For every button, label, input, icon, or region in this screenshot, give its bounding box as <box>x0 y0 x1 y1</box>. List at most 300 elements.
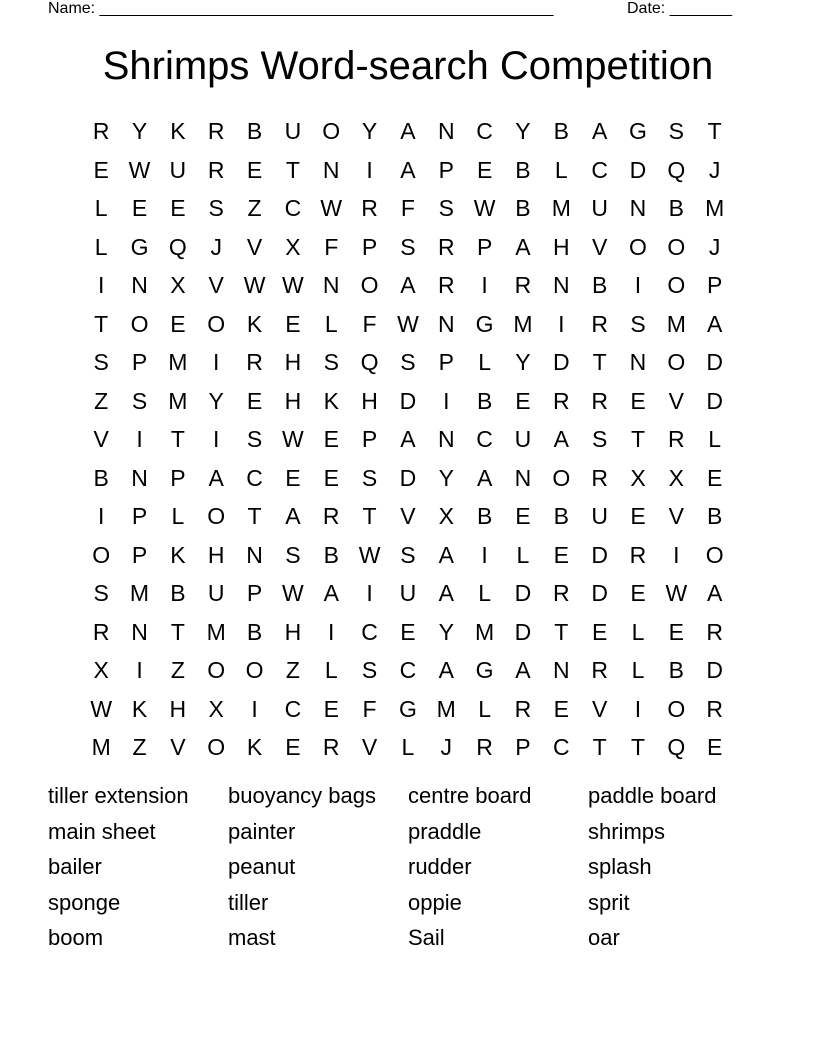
grid-letter: E <box>246 156 263 183</box>
grid-letter: M <box>206 618 226 645</box>
grid-letter: O <box>245 657 264 683</box>
grid-letter: R <box>552 387 570 414</box>
grid-letter: R <box>476 734 493 760</box>
grid-letter: Q <box>360 349 379 375</box>
grid-letter: S <box>323 349 339 375</box>
grid-letter: A <box>438 541 454 568</box>
grid-letter: R <box>207 156 225 183</box>
grid-letter: L <box>94 233 108 260</box>
word-list-item: sprit <box>588 889 630 915</box>
grid-letter: V <box>591 695 608 722</box>
grid-letter: D <box>706 349 723 375</box>
grid-letter: R <box>514 272 532 298</box>
grid-letter: D <box>591 541 608 568</box>
grid-letter: B <box>553 118 569 144</box>
grid-letter: M <box>168 349 188 375</box>
grid-letter: B <box>93 464 109 491</box>
grid-letter: E <box>668 618 684 645</box>
grid-letter: N <box>322 156 340 183</box>
grid-letter: L <box>478 695 491 722</box>
grid-letter: O <box>130 310 149 337</box>
grid-letter: Z <box>285 657 300 683</box>
grid-letter: R <box>361 195 378 221</box>
grid-letter: R <box>514 695 532 722</box>
grid-letter: W <box>397 310 419 337</box>
grid-letter: D <box>629 156 647 183</box>
word-list-item: centre board <box>408 783 532 808</box>
grid-letter: M <box>705 195 725 221</box>
word-list-item: rudder <box>408 854 472 879</box>
word-list-item: paddle board <box>588 783 717 808</box>
grid-letter: J <box>210 233 222 260</box>
grid-letter: B <box>668 195 684 221</box>
grid-letter: T <box>592 349 607 375</box>
grid-row <box>82 420 734 459</box>
grid-letter: E <box>93 156 109 183</box>
grid-letter: I <box>634 695 642 722</box>
grid-letter: K <box>246 310 263 337</box>
grid-letter: H <box>169 695 187 722</box>
grid-letter: Z <box>132 734 147 760</box>
grid-letter: C <box>552 734 570 760</box>
grid-letter: A <box>707 580 723 606</box>
grid-letter: Y <box>438 464 454 491</box>
grid-letter: E <box>131 195 148 221</box>
grid-letter: L <box>171 503 185 529</box>
grid-letter: R <box>591 310 608 337</box>
grid-letter: R <box>92 618 110 645</box>
grid-letter: W <box>128 156 151 183</box>
grid-letter: M <box>666 310 686 337</box>
word-list-item: splash <box>588 854 652 879</box>
word-list-item: boom <box>48 925 104 950</box>
grid-letter: V <box>668 387 684 414</box>
grid-letter: E <box>170 195 186 221</box>
grid-letter: D <box>514 580 532 606</box>
grid-letter: E <box>591 618 608 645</box>
grid-letter: T <box>362 503 377 529</box>
grid-letter: O <box>667 233 686 260</box>
grid-letter: W <box>320 195 343 221</box>
grid-letter: T <box>707 118 722 144</box>
grid-letter: B <box>668 657 684 683</box>
grid-letter: P <box>246 580 263 606</box>
grid-letter: N <box>437 426 455 452</box>
grid-letter: A <box>400 118 416 144</box>
grid-letter: E <box>400 618 416 645</box>
grid-letter: P <box>131 349 148 375</box>
grid-letter: X <box>170 272 186 298</box>
grid-letter: C <box>361 618 378 645</box>
grid-letter: A <box>323 580 339 606</box>
grid-letter: O <box>322 118 341 144</box>
grid-letter: L <box>478 349 491 375</box>
grid-letter: A <box>285 503 301 529</box>
grid-letter: N <box>131 464 148 491</box>
grid-letter: N <box>629 349 647 375</box>
grid-letter: C <box>476 426 493 452</box>
grid-row <box>82 343 734 382</box>
grid-letter: V <box>668 503 684 529</box>
grid-letter: W <box>282 426 304 452</box>
grid-letter: T <box>630 734 646 760</box>
grid-letter: U <box>169 156 187 183</box>
grid-letter: W <box>90 695 113 722</box>
grid-letter: N <box>131 618 148 645</box>
grid-letter: M <box>129 580 150 606</box>
grid-letter: A <box>208 464 224 491</box>
grid-letter: O <box>629 233 647 260</box>
grid-letter: A <box>438 580 454 606</box>
grid-letter: E <box>170 310 186 337</box>
grid-letter: O <box>705 541 724 568</box>
word-list-item: tiller extension <box>48 783 189 808</box>
grid-letter: O <box>207 657 226 683</box>
grid-letter: A <box>476 464 493 491</box>
grid-letter: J <box>708 156 721 183</box>
grid-letter: H <box>284 349 302 375</box>
grid-letter: E <box>285 734 301 760</box>
grid-letter: A <box>400 156 416 183</box>
grid-letter: E <box>476 156 493 183</box>
grid-letter: G <box>629 118 647 144</box>
grid-letter: N <box>437 310 455 337</box>
grid-letter: O <box>92 541 111 568</box>
grid-letter: L <box>708 426 722 452</box>
grid-letter: R <box>246 349 263 375</box>
grid-letter: R <box>207 118 225 144</box>
grid-letter: V <box>93 426 109 452</box>
grid-letter: G <box>475 657 494 683</box>
header-row <box>48 0 748 20</box>
grid-letter: C <box>284 195 302 221</box>
grid-letter: M <box>513 310 533 337</box>
grid-letter: T <box>247 503 262 529</box>
grid-letter: P <box>131 503 148 529</box>
grid-letter: E <box>285 464 301 491</box>
grid-letter: E <box>630 503 646 529</box>
grid-letter: B <box>476 503 493 529</box>
letter-grid <box>82 112 734 767</box>
grid-letter: R <box>591 387 608 414</box>
grid-letter: A <box>707 310 723 337</box>
grid-letter: D <box>552 349 570 375</box>
grid-letter: M <box>168 387 188 414</box>
grid-row <box>82 690 734 729</box>
grid-letter: L <box>631 618 645 645</box>
grid-row <box>82 189 734 228</box>
grid-letter: L <box>324 310 338 337</box>
grid-letter: I <box>481 272 488 298</box>
grid-letter: B <box>515 195 531 221</box>
grid-letter: E <box>707 734 723 760</box>
grid-letter: B <box>323 541 339 568</box>
grid-letter: O <box>207 734 226 760</box>
grid-letter: Y <box>515 118 531 144</box>
grid-row <box>82 728 734 767</box>
grid-letter: T <box>285 156 300 183</box>
grid-letter: D <box>706 387 723 414</box>
grid-letter: E <box>707 464 723 491</box>
grid-letter: Y <box>131 118 148 144</box>
grid-row <box>82 574 734 613</box>
grid-letter: H <box>552 233 570 260</box>
grid-letter: P <box>361 233 378 260</box>
grid-letter: I <box>213 426 220 452</box>
grid-row <box>82 536 734 575</box>
grid-letter: D <box>591 580 608 606</box>
grid-letter: M <box>91 734 111 760</box>
word-list-item: sponge <box>48 889 121 915</box>
page-title: Shrimps Word-search Competition <box>102 44 714 88</box>
grid-letter: O <box>667 349 686 375</box>
grid-letter: Q <box>667 156 686 183</box>
grid-letter: P <box>476 233 493 260</box>
grid-letter: X <box>285 233 301 260</box>
grid-letter: L <box>94 195 108 221</box>
grid-letter: L <box>324 657 338 683</box>
grid-letter: B <box>515 156 531 183</box>
grid-letter: A <box>515 657 531 683</box>
grid-letter: S <box>246 426 263 452</box>
grid-letter: Q <box>667 734 686 760</box>
grid-letter: Z <box>247 195 262 221</box>
grid-letter: B <box>246 118 263 144</box>
grid-letter: S <box>630 310 646 337</box>
grid-letter: H <box>284 387 302 414</box>
grid-letter: I <box>328 618 335 645</box>
grid-letter: O <box>667 272 686 298</box>
grid-letter: R <box>322 503 340 529</box>
grid-letter: A <box>400 426 416 452</box>
grid-letter: Y <box>515 349 531 375</box>
grid-letter: S <box>131 387 148 414</box>
grid-letter: I <box>558 310 565 337</box>
grid-letter: X <box>438 503 454 529</box>
grid-letter: K <box>131 695 148 722</box>
grid-letter: M <box>436 695 456 722</box>
grid-row <box>82 459 734 498</box>
grid-letter: S <box>400 541 416 568</box>
grid-letter: R <box>668 426 685 452</box>
grid-letter: R <box>437 233 455 260</box>
grid-letter: T <box>94 310 109 337</box>
grid-letter: I <box>136 426 143 452</box>
grid-letter: S <box>438 195 454 221</box>
grid-letter: E <box>553 695 569 722</box>
grid-letter: N <box>552 657 570 683</box>
grid-letter: T <box>630 426 646 452</box>
grid-letter: I <box>97 503 105 529</box>
grid-letter: W <box>473 195 496 221</box>
word-list-item: main sheet <box>48 818 156 844</box>
grid-letter: B <box>476 387 493 414</box>
grid-letter: U <box>591 195 608 221</box>
grid-letter: M <box>551 195 571 221</box>
grid-letter: I <box>634 272 642 298</box>
name-field-label: Name: ___________________________________________________ <box>48 0 554 17</box>
grid-letter: I <box>251 695 258 722</box>
grid-letter: I <box>97 272 105 298</box>
grid-letter: B <box>170 580 186 606</box>
grid-letter: Y <box>361 118 378 144</box>
grid-letter: K <box>323 387 339 414</box>
grid-letter: L <box>631 657 645 683</box>
grid-letter: H <box>284 618 302 645</box>
grid-letter: N <box>552 272 570 298</box>
grid-letter: C <box>246 464 263 491</box>
word-list-item: Sail <box>408 925 445 950</box>
grid-letter: B <box>707 503 723 529</box>
grid-letter: C <box>284 695 302 722</box>
grid-letter: B <box>246 618 263 645</box>
grid-letter: E <box>630 580 646 606</box>
grid-letter: B <box>553 503 569 529</box>
grid-letter: O <box>360 272 379 298</box>
grid-letter: E <box>285 310 301 337</box>
grid-letter: Z <box>94 387 109 414</box>
grid-letter: O <box>207 310 226 337</box>
grid-letter: I <box>366 580 373 606</box>
grid-row <box>82 305 734 344</box>
grid-letter: E <box>630 387 646 414</box>
grid-letter: J <box>440 734 453 760</box>
grid-letter: P <box>438 349 454 375</box>
grid-letter: R <box>706 618 723 645</box>
grid-letter: W <box>282 272 304 298</box>
grid-letter: R <box>322 734 340 760</box>
grid-letter: N <box>514 464 532 491</box>
word-list-item: oppie <box>408 889 462 915</box>
grid-letter: F <box>324 233 339 260</box>
grid-row <box>82 382 734 421</box>
grid-letter: T <box>170 618 185 645</box>
grid-letter: E <box>323 426 339 452</box>
grid-letter: G <box>398 695 417 722</box>
grid-letter: M <box>475 618 495 645</box>
grid-letter: O <box>207 503 226 529</box>
word-list-item: shrimps <box>588 818 666 844</box>
grid-letter: S <box>668 118 684 144</box>
grid-letter: K <box>170 118 186 144</box>
grid-letter: G <box>130 233 149 260</box>
grid-letter: P <box>707 272 723 298</box>
grid-letter: S <box>400 349 416 375</box>
grid-letter: S <box>361 464 378 491</box>
grid-letter: E <box>323 695 339 722</box>
grid-letter: E <box>246 387 263 414</box>
grid-letter: U <box>514 426 532 452</box>
grid-row <box>82 266 734 305</box>
grid-letter: W <box>358 541 381 568</box>
grid-letter: I <box>673 541 680 568</box>
grid-letter: X <box>208 695 224 722</box>
grid-letter: R <box>437 272 455 298</box>
word-list <box>48 778 768 956</box>
grid-letter: C <box>476 118 493 144</box>
grid-letter: V <box>208 272 224 298</box>
grid-letter: R <box>552 580 570 606</box>
grid-letter: S <box>591 426 608 452</box>
grid-letter: C <box>591 156 608 183</box>
grid-row <box>82 112 734 151</box>
grid-letter: V <box>361 734 378 760</box>
grid-letter: L <box>401 734 415 760</box>
word-list-item: oar <box>588 925 620 950</box>
grid-letter: I <box>443 387 450 414</box>
grid-letter: L <box>516 541 530 568</box>
grid-letter: E <box>515 387 531 414</box>
grid-letter: N <box>131 272 148 298</box>
grid-letter: N <box>629 195 647 221</box>
grid-letter: F <box>362 310 377 337</box>
grid-letter: D <box>399 387 417 414</box>
grid-letter: F <box>362 695 377 722</box>
grid-row <box>82 228 734 267</box>
grid-letter: P <box>170 464 186 491</box>
grid-letter: I <box>366 156 373 183</box>
grid-letter: V <box>170 734 186 760</box>
word-list-item: mast <box>228 925 276 950</box>
grid-letter: S <box>400 233 416 260</box>
grid-letter: R <box>591 464 608 491</box>
grid-letter: O <box>552 464 571 491</box>
grid-letter: N <box>437 118 455 144</box>
word-list-item: tiller <box>228 889 269 915</box>
grid-letter: I <box>136 657 143 683</box>
grid-letter: Q <box>168 233 187 260</box>
grid-row <box>82 651 734 690</box>
grid-letter: P <box>515 734 531 760</box>
grid-letter: H <box>361 387 378 414</box>
grid-letter: J <box>708 233 721 260</box>
word-list-item: painter <box>228 818 296 844</box>
grid-letter: W <box>282 580 304 606</box>
grid-letter: S <box>361 657 378 683</box>
grid-letter: S <box>285 541 301 568</box>
grid-letter: T <box>592 734 607 760</box>
grid-letter: R <box>591 657 608 683</box>
grid-letter: C <box>399 657 417 683</box>
grid-letter: I <box>481 541 488 568</box>
grid-letter: V <box>400 503 416 529</box>
grid-letter: T <box>554 618 569 645</box>
grid-letter: A <box>515 233 531 260</box>
grid-letter: A <box>553 426 569 452</box>
grid-letter: L <box>478 580 491 606</box>
word-list-item: praddle <box>408 818 482 844</box>
grid-letter: X <box>93 657 109 683</box>
grid-letter: W <box>243 272 266 298</box>
grid-letter: A <box>438 657 454 683</box>
grid-letter: P <box>361 426 378 452</box>
grid-letter: E <box>515 503 531 529</box>
grid-letter: U <box>207 580 225 606</box>
word-list-item: peanut <box>228 854 296 879</box>
grid-letter: N <box>246 541 263 568</box>
grid-letter: I <box>213 349 220 375</box>
grid-letter: V <box>591 233 608 260</box>
grid-letter: V <box>246 233 263 260</box>
grid-letter: O <box>667 695 686 722</box>
word-list-item: buoyancy bags <box>228 783 376 808</box>
grid-letter: D <box>514 618 532 645</box>
grid-letter: D <box>706 657 723 683</box>
grid-letter: U <box>284 118 302 144</box>
grid-letter: R <box>92 118 110 144</box>
grid-letter: S <box>93 580 109 606</box>
grid-letter: K <box>246 734 263 760</box>
